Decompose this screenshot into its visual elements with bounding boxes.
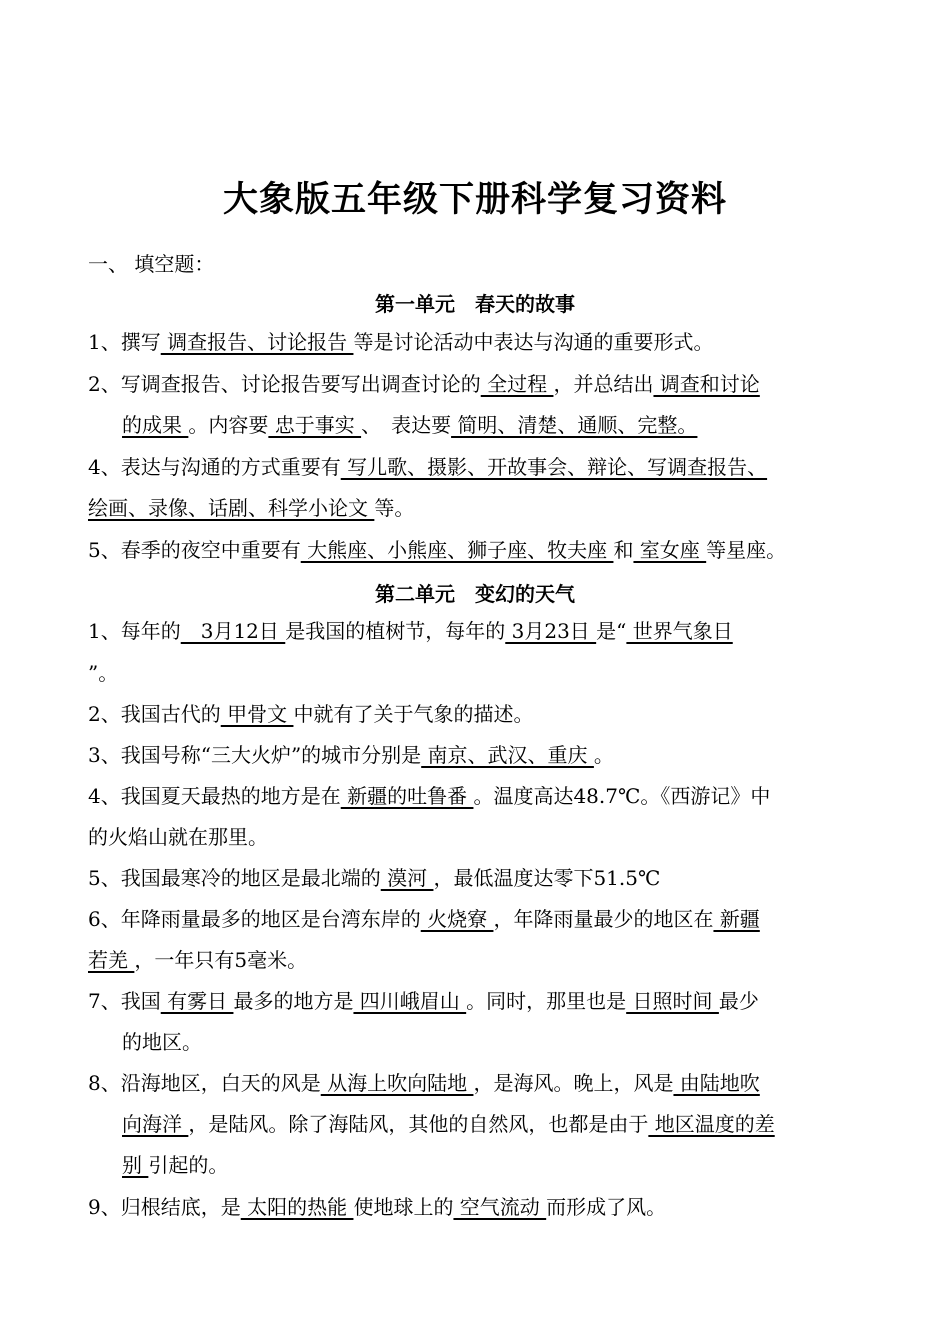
u2-question-1-line-2: ”。	[88, 661, 119, 685]
u2-question-1-line-1: 1、每年的 3月12日 是我国的植树节，每年的 3月23日 是“ 世界气象日	[88, 619, 733, 643]
u2-question-2: 2、我国古代的 甲骨文 中就有了关于气象的描述。	[88, 702, 534, 726]
u2-question-6-line-2: 若羌 ，一年只有5毫米。	[88, 948, 308, 972]
section-heading: 一、 填空题：	[88, 252, 215, 276]
document-title: 大象版五年级下册科学复习资料	[222, 180, 727, 220]
u2-question-7-line-1: 7、我国 有雾日 最多的地方是 四川峨眉山 。同时，那里也是 日照时间 最少	[88, 989, 759, 1013]
u2-question-6-line-1: 6、年降雨量最多的地区是台湾东岸的 火烧寮 ，年降雨量最少的地区在 新疆	[88, 907, 760, 931]
u2-question-8-line-2: 向海洋 ，是陆风。除了海陆风，其他的自然风，也都是由于 地区温度的差	[122, 1112, 775, 1136]
u2-question-8-line-3: 别 引起的。	[122, 1153, 229, 1177]
unit-1-title: 第一单元 春天的故事	[375, 292, 575, 316]
u2-question-4-line-2: 的火焰山就在那里。	[88, 825, 268, 849]
u1-question-5: 5、春季的夜空中重要有 大熊座、小熊座、狮子座、牧夫座 和 室女座 等星座。	[88, 538, 787, 562]
u1-question-4-line-2: 绘画、录像、话剧、科学小论文 等。	[88, 496, 415, 520]
u2-question-3: 3、我国号称“三大火炉”的城市分别是 南京、武汉、重庆 。	[88, 743, 614, 767]
u1-question-4-line-1: 4、表达与沟通的方式重要有 写儿歌、摄影、开故事会、辩论、写调查报告、	[88, 455, 768, 479]
unit-2-title: 第二单元 变幻的天气	[375, 582, 575, 606]
u2-question-8-line-1: 8、沿海地区，白天的风是 从海上吹向陆地 ，是海风。晚上，风是 由陆地吹	[88, 1071, 760, 1095]
u2-question-7-line-2: 的地区。	[122, 1030, 202, 1054]
u2-question-9: 9、归根结底，是 太阳的热能 使地球上的 空气流动 而形成了风。	[88, 1195, 667, 1219]
u1-question-1: 1、撰写 调查报告、讨论报告 等是讨论活动中表达与沟通的重要形式。	[88, 330, 714, 354]
u1-question-2-line-1: 2、写调查报告、讨论报告要写出调查讨论的 全过程 ，并总结出 调查和讨论	[88, 372, 760, 396]
u2-question-4-line-1: 4、我国夏天最热的地方是在 新疆的吐鲁番 。温度高达48.7℃。《西游记》中	[88, 784, 771, 808]
u1-question-2-line-2: 的成果 。内容要 忠于事实 、 表达要 简明、清楚、通顺、完整。	[122, 413, 698, 437]
u2-question-5: 5、我国最寒冷的地区是最北端的 漠河 ，最低温度达零下51.5℃	[88, 866, 661, 890]
